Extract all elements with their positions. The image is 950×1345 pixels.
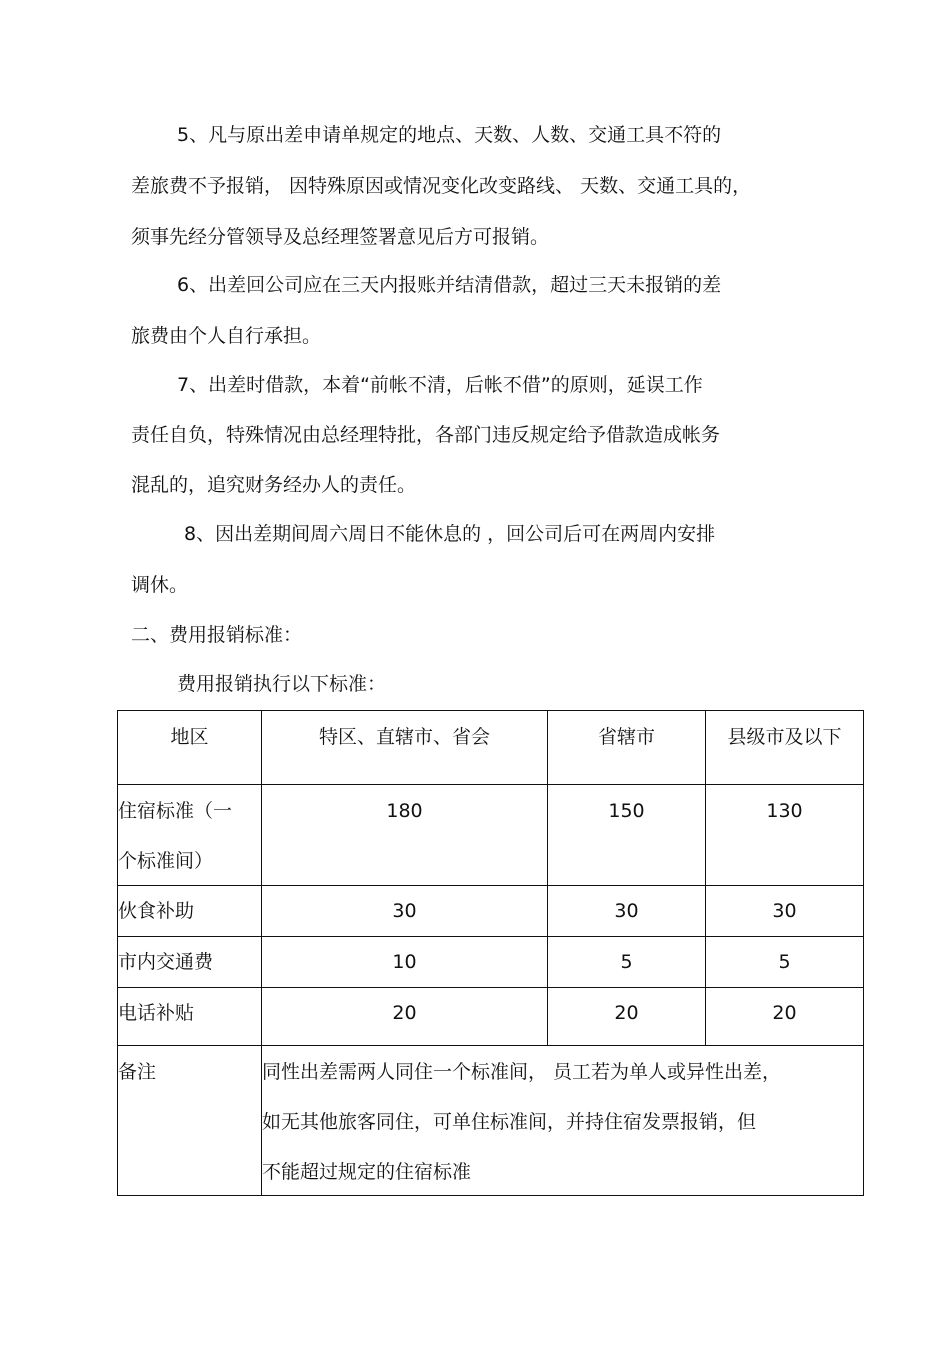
table-header-row	[118, 711, 864, 785]
table-row	[118, 886, 864, 937]
paragraph-7-line-3: 混乱的，追究财务经办人的责任。	[131, 474, 417, 496]
reimbursement-standards-table	[117, 710, 864, 1196]
paragraph-5-line-3: 须事先经分管领导及总经理签署意见后方可报销。	[131, 226, 550, 248]
paragraph-8-line-1: 8、因出差期间周六周日不能休息的 ，回公司后可在两周内安排	[184, 523, 716, 545]
table-cell: 30	[706, 886, 864, 937]
table-row	[118, 937, 864, 988]
table-cell: 20	[706, 988, 864, 1046]
table-cell: 20	[262, 988, 548, 1046]
row-label-local-transport: 市内交通费	[118, 937, 262, 988]
row-label-lodging: 住宿标准（一 个标准间）	[118, 785, 262, 886]
note-content: 同性出差需两人同住一个标准间， 员工若为单人或异性出差， 如无其他旅客同住，可单住标准间，并持住宿发票报销，但 不能超过规定的住宿标准	[262, 1046, 864, 1196]
header-cell-region: 地区	[118, 711, 262, 785]
table-cell: 20	[548, 988, 706, 1046]
paragraph-6-line-2: 旅费由个人自行承担。	[131, 325, 322, 347]
paragraph-6-line-1: 6、出差回公司应在三天内报账并结清借款，超过三天未报销的差	[177, 274, 722, 296]
header-cell-special-zone: 特区、直辖市、省会	[262, 711, 548, 785]
table-cell: 30	[548, 886, 706, 937]
section-heading: 二、费用报销标准：	[131, 624, 303, 646]
table-row-note	[118, 1046, 864, 1196]
table-cell: 30	[262, 886, 548, 937]
table-cell: 180	[262, 785, 548, 886]
table-cell: 5	[548, 937, 706, 988]
row-label-note: 备注	[118, 1046, 262, 1196]
paragraph-5-line-1: 5、凡与原出差申请单规定的地点、天数、人数、交通工具不符的	[177, 124, 722, 146]
row-label-meal-allowance: 伙食补助	[118, 886, 262, 937]
table-cell: 150	[548, 785, 706, 886]
table-row	[118, 785, 864, 886]
paragraph-8-line-2: 调休。	[131, 574, 189, 596]
table-cell: 10	[262, 937, 548, 988]
table-row	[118, 988, 864, 1046]
row-label-phone-allowance: 电话补贴	[118, 988, 262, 1046]
header-cell-county-city: 县级市及以下	[706, 711, 864, 785]
paragraph-5-line-2: 差旅费不予报销， 因特殊原因或情况变化改变路线、 天数、交通工具的，	[131, 175, 752, 197]
table-cell: 5	[706, 937, 864, 988]
paragraph-7-line-2: 责任自负，特殊情况由总经理特批，各部门违反规定给予借款造成帐务	[131, 424, 721, 446]
header-cell-prefecture-city: 省辖市	[548, 711, 706, 785]
paragraph-7-line-1: 7、出差时借款，本着“前帐不清，后帐不借”的原则，延误工作	[177, 374, 703, 396]
table-cell: 130	[706, 785, 864, 886]
section-intro: 费用报销执行以下标准：	[177, 673, 387, 695]
